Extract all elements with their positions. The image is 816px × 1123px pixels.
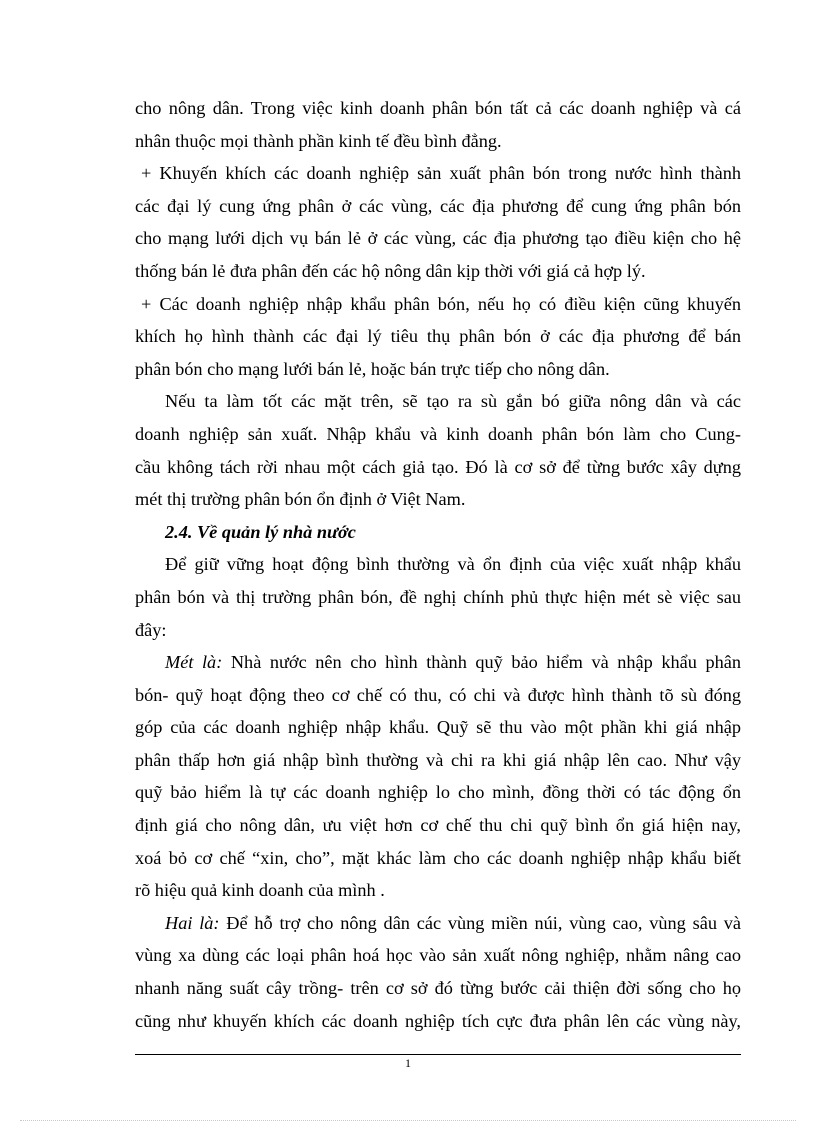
paragraph-line: nhân thuộc mọi thành phần kinh tế đều bình đẳng. [135, 130, 502, 151]
lead-label: Mét là: [165, 652, 223, 673]
paragraph-line: bón- quỹ hoạt động theo cơ chế có thu, có chi và được hình thành tõ sù đóng [135, 684, 741, 705]
paragraph-line: góp của các doanh nghiệp nhập khẩu. Quỹ sẽ thu vào một phần khi giá nhập [135, 717, 741, 738]
paragraph-line: thống bán lẻ đưa phân đến các hộ nông dân kịp thời với giá cả hợp lý. [135, 260, 646, 281]
paragraph-line: định giá cho nông dân, ưu việt hơn cơ chế thu chi quỹ bình ổn giá hiện nay, [135, 815, 741, 836]
paragraph-line: cho mạng lưới dịch vụ bán lẻ ở các vùng, các địa phương tạo điều kiện cho hệ [135, 228, 741, 249]
paragraph-line: các đại lý cung ứng phân ở các vùng, các địa phương để cung ứng phân bón [135, 195, 741, 216]
paragraph-text: Nhà nước nên cho hình thành quỹ bảo hiểm và nhập khẩu phân [230, 652, 741, 673]
paragraph-line: + Khuyến khích các doanh nghiệp sản xuất phân bón trong nước hình thành [141, 163, 741, 184]
paragraph-line: phân bón cho mạng lưới bán lẻ, hoặc bán trực tiếp cho nông dân. [135, 358, 610, 379]
footer-rule [135, 1054, 741, 1055]
paragraph-line: mét thị trường phân bón ổn định ở Việt Nam. [135, 489, 466, 510]
paragraph-line: Nếu ta làm tốt các mặt trên, sẽ tạo ra sù gắn bó giữa nông dân và các [165, 391, 741, 412]
paragraph-text: Để hỗ trợ cho nông dân các vùng miền núi, vùng cao, vùng sâu và [226, 912, 741, 933]
paragraph-line: cầu không tách rời nhau một cách giả tạo. Đó là cơ sở để từng bước xây dựng [135, 456, 741, 477]
paragraph-line [135, 646, 741, 679]
paragraph-line: + Các doanh nghiệp nhập khẩu phân bón, nếu họ có điều kiện cũng khuyến [141, 293, 741, 314]
paragraph-line: Để giữ vững hoạt động bình thường và ổn định của việc xuất nhập khẩu [165, 554, 741, 575]
paragraph-line: phân bón và thị trường phân bón, đề nghị chính phủ thực hiện mét sè việc sau [135, 586, 741, 607]
paragraph-line [135, 907, 741, 940]
document-body [135, 92, 741, 1037]
paragraph-line: nhanh năng suất cây trồng- trên cơ sở đó từng bước cải thiện đời sống cho họ [135, 978, 741, 999]
paragraph-line: cũng như khuyến khích các doanh nghiệp tích cực đưa phân lên các vùng này, [135, 1010, 741, 1031]
paragraph-line: phân thấp hơn giá nhập bình thường và chi ra khi giá nhập lên cao. Như vậy [135, 749, 741, 770]
paragraph-line: doanh nghiệp sản xuất. Nhập khẩu và kinh doanh phân bón làm cho Cung- [135, 423, 741, 444]
paragraph-line: khích họ hình thành các đại lý tiêu thụ phân bón ở các địa phương để bán [135, 326, 741, 347]
paragraph-line: cho nông dân. Trong việc kinh doanh phân bón tất cả các doanh nghiệp và cá [135, 98, 741, 118]
paragraph-line: vùng xa dùng các loại phân hoá học vào sản xuất nông nghiệp, nhằm nâng cao [135, 945, 741, 966]
paragraph-line: đây: [135, 619, 167, 640]
page-number: 1 [405, 1056, 411, 1070]
page-break-divider [20, 1120, 796, 1121]
section-heading: 2.4. Về quản lý nhà nước [165, 521, 356, 542]
paragraph-line: quỹ bảo hiểm là tự các doanh nghiệp lo cho mình, đồng thời có tác động ổn [135, 782, 741, 803]
paragraph-line: xoá bỏ cơ chế “xin, cho”, mặt khác làm cho các doanh nghiệp nhập khẩu biết [135, 847, 741, 868]
paragraph-line: rõ hiệu quả kinh doanh của mình . [135, 880, 385, 901]
lead-label: Hai là: [165, 912, 220, 933]
